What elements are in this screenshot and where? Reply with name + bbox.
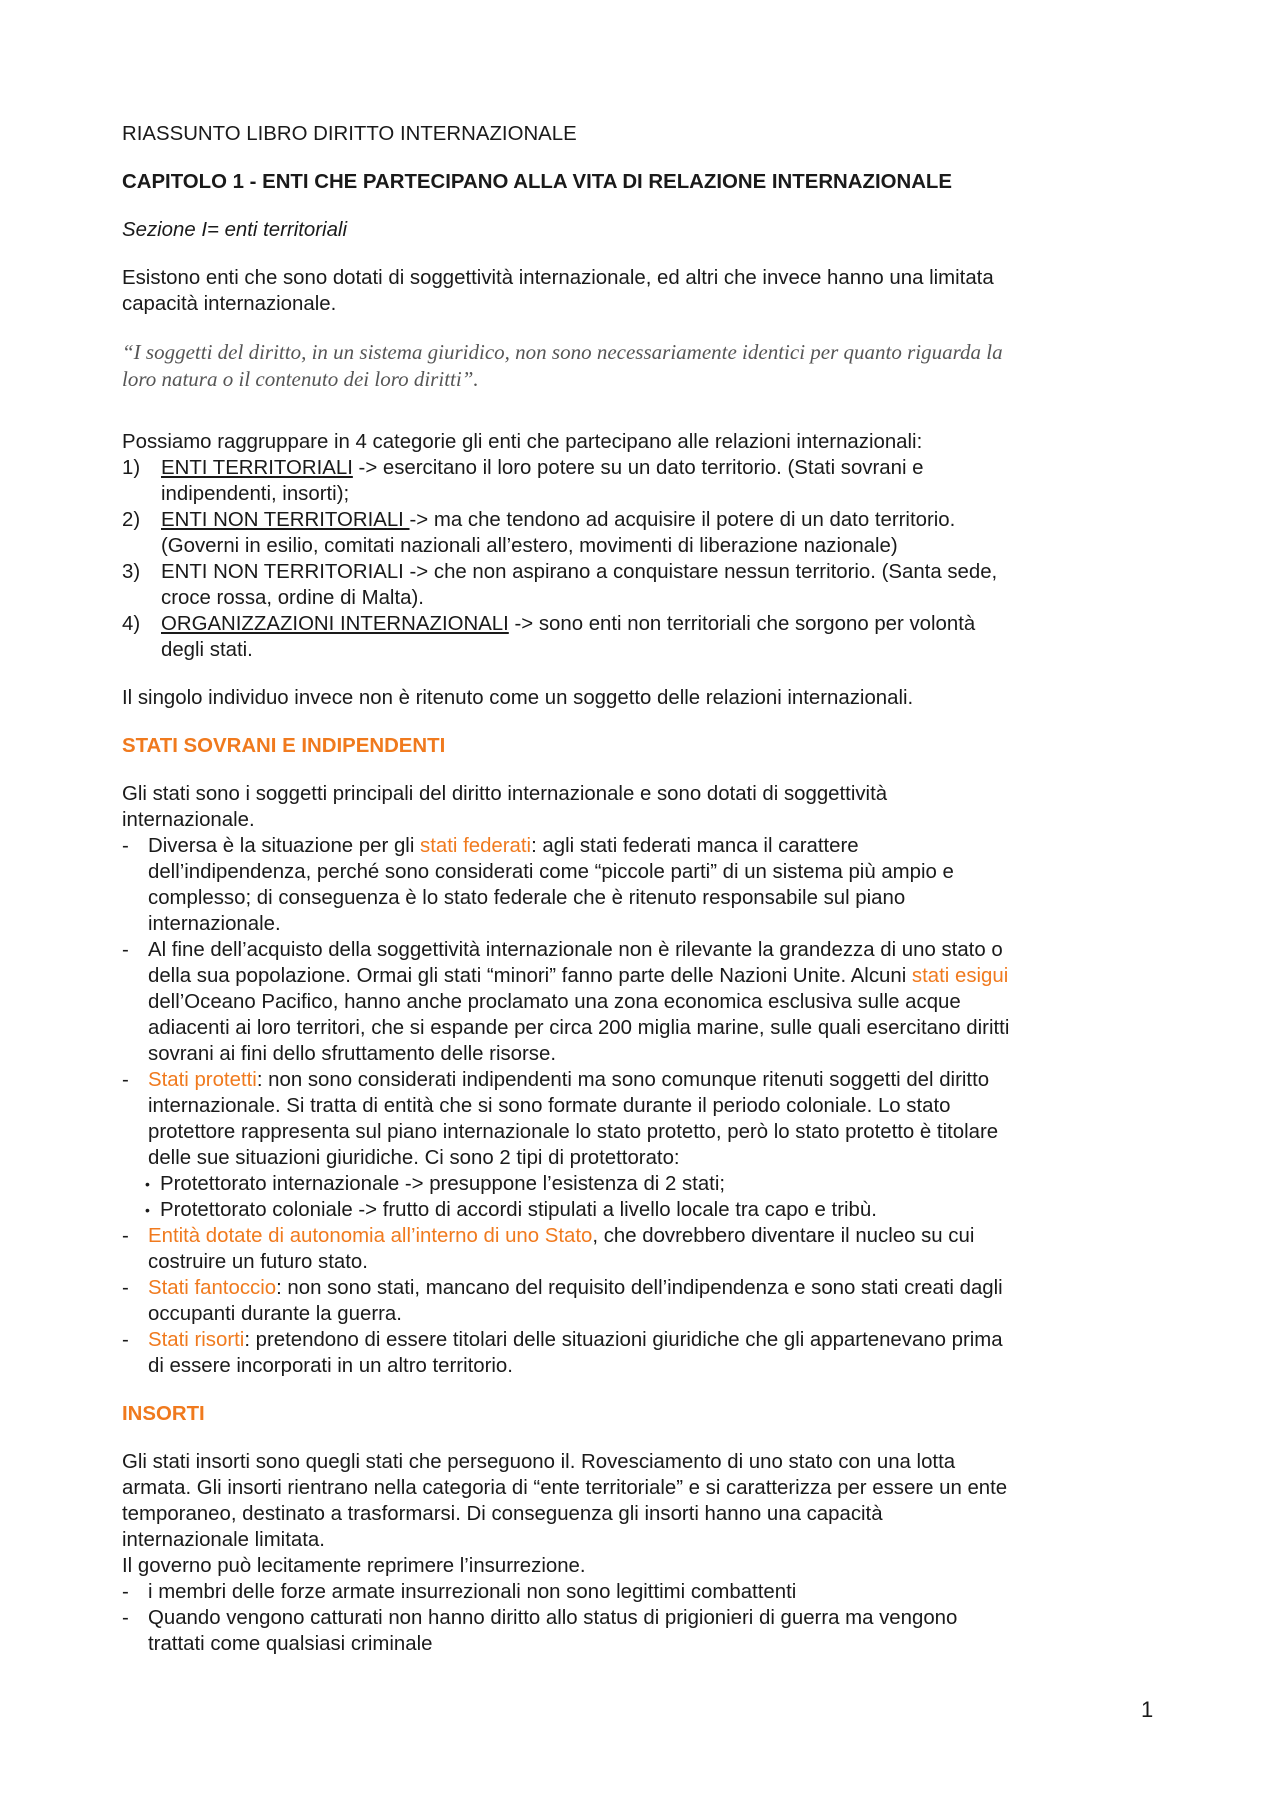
bullet-text: Al fine dell’acquisto della soggettività internazionale non è rilevante la grandezza di uno stato o bbox=[148, 939, 1003, 961]
section-heading-insorti: INSORTI bbox=[122, 1403, 205, 1425]
category-text: -> esercitano il loro potere su un dato territorio. (Stati sovrani e bbox=[352, 457, 924, 479]
intro-line: capacità internazionale. bbox=[122, 293, 337, 315]
page-number: 1 bbox=[1141, 1697, 1154, 1722]
section-title: Sezione I= enti territoriali bbox=[122, 219, 347, 241]
highlight-term: Entità dotate di autonomia all’interno di uno Stato bbox=[148, 1225, 593, 1247]
chapter-title: CAPITOLO 1 - ENTI CHE PARTECIPANO ALLA VITA DI RELAZIONE INTERNAZIONALE bbox=[122, 171, 952, 193]
list-number: 3) bbox=[122, 561, 141, 583]
category-text: -> che non aspirano a conquistare nessun territorio. (Santa sede, bbox=[403, 561, 998, 583]
dash-marker: - bbox=[122, 1225, 129, 1247]
intro-paragraph bbox=[122, 265, 1172, 317]
dash-marker: - bbox=[122, 1069, 129, 1091]
protettorato-list bbox=[145, 1171, 1172, 1223]
insorti-line: temporaneo, destinato a trasformarsi. Di conseguenza gli insorti hanno una capacità bbox=[122, 1503, 883, 1525]
quote-line: “I soggetti del diritto, in un sistema giuridico, non sono necessariamente identici per quanto riguarda la bbox=[122, 340, 1003, 364]
list-item bbox=[122, 937, 1172, 1067]
bullet-text: della sua popolazione. Ormai gli stati “minori” fanno parte delle Nazioni Unite. Alcuni bbox=[148, 965, 912, 987]
insorti-line: internazionale limitata. bbox=[122, 1529, 325, 1551]
category-term: ENTI NON TERRITORIALI bbox=[161, 561, 404, 583]
stati-bullet-list bbox=[122, 833, 1172, 1379]
dash-marker: - bbox=[122, 939, 129, 961]
bullet-text: Protettorato internazionale -> presuppone l’esistenza di 2 stati; bbox=[160, 1173, 726, 1195]
highlight-term: stati federati bbox=[420, 835, 532, 857]
category-term: ORGANIZZAZIONI INTERNAZIONALI bbox=[161, 613, 509, 635]
list-item bbox=[122, 1579, 1172, 1605]
list-item bbox=[122, 1327, 1172, 1379]
bullet-text: occupanti durante la guerra. bbox=[148, 1303, 402, 1325]
dot-marker: • bbox=[145, 1202, 150, 1218]
bullet-text: : agli stati federati manca il carattere bbox=[531, 835, 859, 857]
section-heading-stati: STATI SOVRANI E INDIPENDENTI bbox=[122, 735, 446, 757]
individual-note: Il singolo individuo invece non è ritenuto come un soggetto delle relazioni internazionali. bbox=[122, 687, 914, 709]
bullet-text: protettore rappresenta sul piano internazionale lo stato protetto, però lo stato protetto è titolare bbox=[148, 1121, 999, 1143]
list-number: 4) bbox=[122, 613, 141, 635]
document-page bbox=[122, 121, 1172, 1657]
categories-list bbox=[122, 455, 1172, 663]
category-text: -> ma che tendono ad acquisire il potere di un dato territorio. bbox=[409, 509, 956, 531]
bullet-text: Protettorato coloniale -> frutto di accordi stipulati a livello locale tra capo e tribù. bbox=[160, 1199, 877, 1221]
bullet-text: adiacenti ai loro territori, che si espande per circa 200 miglia marine, sulle quali esercitano diritti bbox=[148, 1017, 1010, 1039]
list-item bbox=[122, 559, 1172, 611]
insorti-bullet-list bbox=[122, 1579, 1172, 1657]
insorti-line: Il governo può lecitamente reprimere l’insurrezione. bbox=[122, 1555, 586, 1577]
stati-intro-line: internazionale. bbox=[122, 809, 255, 831]
bullet-text: internazionale. bbox=[148, 913, 281, 935]
bullet-text: sovrani ai fini dello sfruttamento delle risorse. bbox=[148, 1043, 557, 1065]
category-text: degli stati. bbox=[161, 639, 253, 661]
categories-lead: Possiamo raggruppare in 4 categorie gli enti che partecipano alle relazioni internazionali: bbox=[122, 431, 923, 453]
bullet-text: : non sono considerati indipendenti ma sono comunque ritenuti soggetti del diritto bbox=[256, 1069, 990, 1091]
list-item bbox=[122, 833, 1172, 937]
category-text: (Governi in esilio, comitati nazionali all’estero, movimenti di liberazione nazionale) bbox=[161, 535, 898, 557]
dash-marker: - bbox=[122, 1607, 129, 1629]
bullet-text: , che dovrebbero diventare il nucleo su cui bbox=[592, 1225, 975, 1247]
list-item bbox=[122, 1223, 1172, 1275]
highlight-term: Stati risorti bbox=[148, 1329, 245, 1351]
list-item bbox=[122, 507, 1172, 559]
dot-marker: • bbox=[145, 1176, 150, 1192]
list-number: 1) bbox=[122, 457, 141, 479]
list-item bbox=[122, 1067, 1172, 1223]
bullet-text: costruire un futuro stato. bbox=[148, 1251, 368, 1273]
insorti-line: armata. Gli insorti rientrano nella categoria di “ente territoriale” e si caratterizza per essere un ente bbox=[122, 1477, 1008, 1499]
bullet-text: i membri delle forze armate insurrezionali non sono legittimi combattenti bbox=[148, 1581, 797, 1603]
list-item bbox=[145, 1197, 1172, 1223]
insorti-section bbox=[122, 1449, 1172, 1657]
bullet-text: : pretendono di essere titolari delle situazioni giuridiche che gli appartenevano prima bbox=[244, 1329, 1003, 1351]
bullet-text: : non sono stati, mancano del requisito dell’indipendenza e sono stati creati dagli bbox=[276, 1277, 1003, 1299]
category-text: indipendenti, insorti); bbox=[161, 483, 350, 505]
stati-intro-line: Gli stati sono i soggetti principali del diritto internazionale e sono dotati di soggettività bbox=[122, 783, 888, 805]
category-text: croce rossa, ordine di Malta). bbox=[161, 587, 424, 609]
bullet-text: Quando vengono catturati non hanno diritto allo status di prigionieri di guerra ma vengono bbox=[148, 1607, 958, 1629]
bullet-text: complesso; di conseguenza è lo stato federale che è ritenuto responsabile sul piano bbox=[148, 887, 906, 909]
bullet-text: delle sue situazioni giuridiche. Ci sono 2 tipi di protettorato: bbox=[148, 1147, 680, 1169]
bullet-text: dell’indipendenza, perché sono considerati come “piccole parti” di un sistema più ampio e bbox=[148, 861, 954, 883]
highlight-term: stati esigui bbox=[911, 965, 1009, 987]
category-text: -> sono enti non territoriali che sorgono per volontà bbox=[508, 613, 976, 635]
list-item bbox=[122, 1275, 1172, 1327]
dash-marker: - bbox=[122, 1581, 129, 1603]
bullet-text: dell’Oceano Pacifico, hanno anche proclamato una zona economica esclusiva sulle acque bbox=[148, 991, 961, 1013]
bullet-text: Diversa è la situazione per gli bbox=[148, 835, 421, 857]
dash-marker: - bbox=[122, 1329, 129, 1351]
highlight-term: Stati protetti bbox=[148, 1069, 257, 1091]
list-number: 2) bbox=[122, 509, 141, 531]
highlight-term: Stati fantoccio bbox=[148, 1277, 277, 1299]
stati-section bbox=[122, 781, 1172, 1379]
list-item bbox=[122, 1605, 1172, 1657]
list-item bbox=[122, 455, 1172, 507]
document-title: RIASSUNTO LIBRO DIRITTO INTERNAZIONALE bbox=[122, 123, 577, 145]
category-term: ENTI NON TERRITORIALI bbox=[161, 509, 410, 531]
list-item bbox=[122, 611, 1172, 663]
quote-line: loro natura o il contenuto dei loro diritti”. bbox=[122, 367, 479, 391]
category-term: ENTI TERRITORIALI bbox=[161, 457, 353, 479]
dash-marker: - bbox=[122, 835, 129, 857]
dash-marker: - bbox=[122, 1277, 129, 1299]
bullet-text: internazionale. Si tratta di entità che si sono formate durante il periodo coloniale. Lo stato bbox=[148, 1095, 951, 1117]
intro-line: Esistono enti che sono dotati di soggettività internazionale, ed altri che invece hanno una limitata bbox=[122, 267, 994, 289]
list-item bbox=[145, 1171, 1172, 1197]
bullet-text: trattati come qualsiasi criminale bbox=[148, 1633, 433, 1655]
quote-paragraph bbox=[122, 339, 1172, 393]
bullet-text: di essere incorporati in un altro territorio. bbox=[148, 1355, 513, 1377]
insorti-line: Gli stati insorti sono quegli stati che perseguono il. Rovesciamento di uno stato con una lotta bbox=[122, 1451, 956, 1473]
